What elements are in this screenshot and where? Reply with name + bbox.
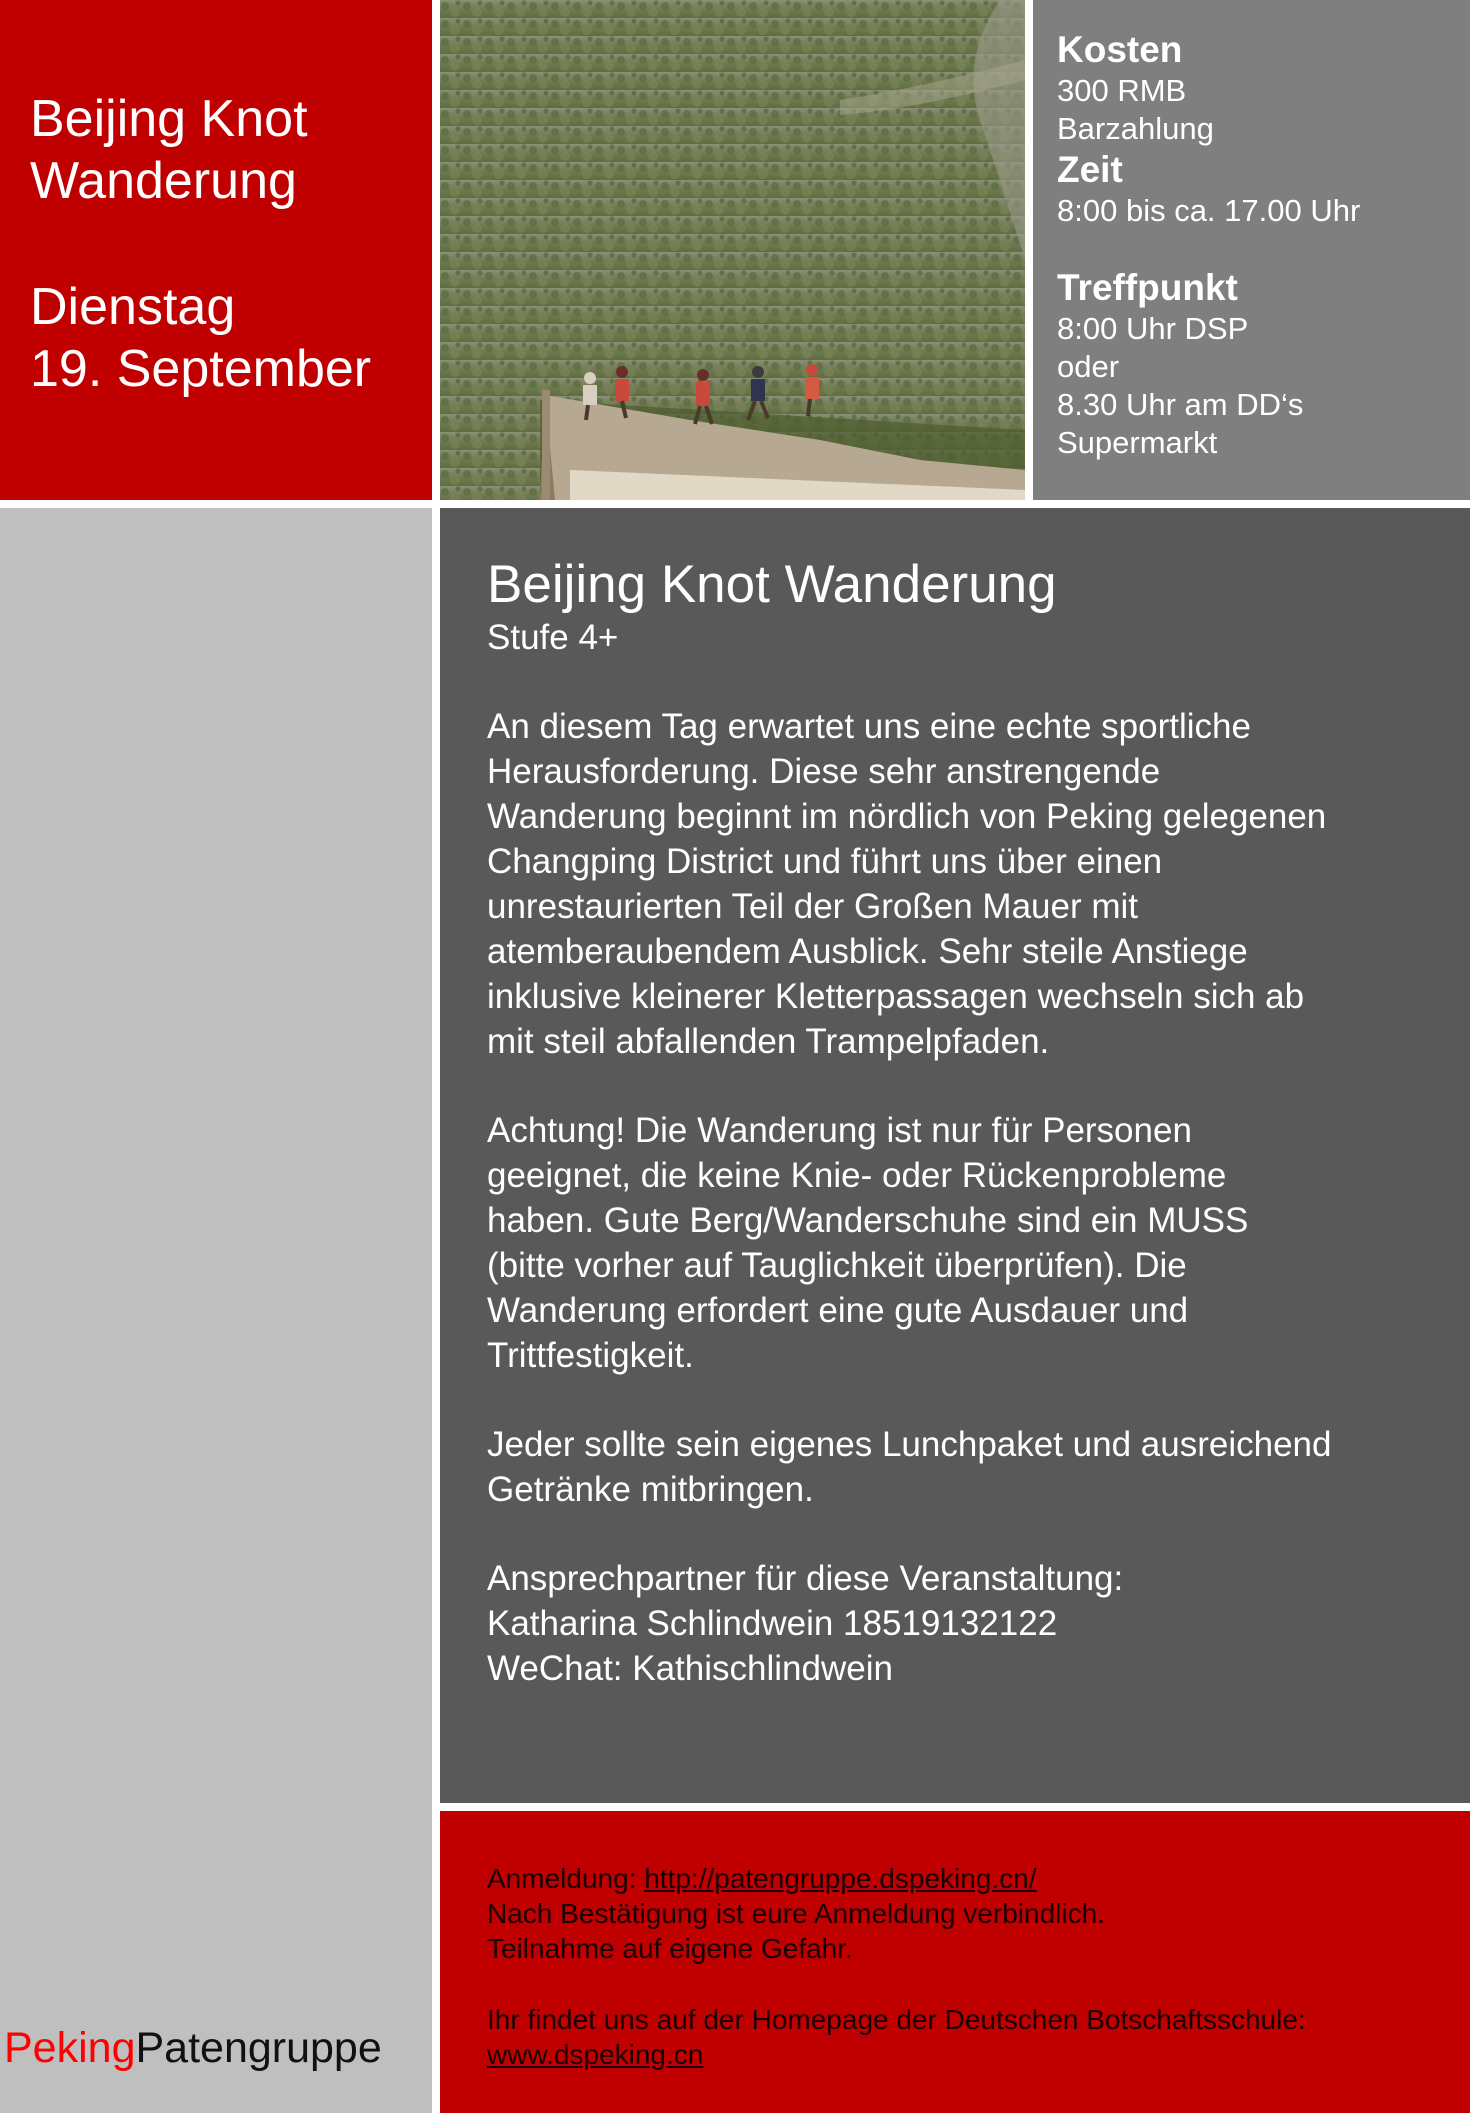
main-title: Beijing Knot Wanderung bbox=[487, 555, 1057, 614]
cost-heading: Kosten bbox=[1057, 29, 1183, 70]
text-line: Changping District und führt uns über einen bbox=[487, 842, 1163, 881]
binding-note: Nach Bestätigung ist eure Anmeldung verbindlich. bbox=[487, 1898, 1105, 1929]
text-line: geeignet, die keine Knie- oder Rückenprobleme bbox=[487, 1156, 1227, 1195]
registration-link[interactable]: http://patengruppe.dspeking.cn/ bbox=[644, 1863, 1037, 1894]
hiking-photo bbox=[440, 0, 1025, 500]
side-panel bbox=[0, 508, 432, 2113]
text-line: Herausforderung. Diese sehr anstrengende bbox=[487, 752, 1161, 791]
text-line: haben. Gute Berg/Wanderschuhe sind ein MUSS bbox=[487, 1201, 1249, 1240]
registration-line bbox=[487, 1861, 1450, 1896]
time-heading: Zeit bbox=[1057, 149, 1123, 190]
risk-note: Teilnahme auf eigene Gefahr. bbox=[487, 1933, 853, 1964]
meeting-line: 8.30 Uhr am DD‘s bbox=[1057, 387, 1304, 422]
text-line: Wanderung beginnt im nördlich von Peking gelegenen bbox=[487, 797, 1327, 836]
text-line: (bitte vorher auf Tauglichkeit überprüfen). Die bbox=[487, 1246, 1187, 1285]
time-value: 8:00 bis ca. 17.00 Uhr bbox=[1057, 193, 1361, 228]
registration-footer bbox=[440, 1811, 1470, 2113]
event-title-line2: Wanderung bbox=[30, 152, 297, 210]
info-panel bbox=[1033, 0, 1470, 500]
text-line: atemberaubendem Ausblick. Sehr steile Anstiege bbox=[487, 932, 1248, 971]
text-line: Achtung! Die Wanderung ist nur für Personen bbox=[487, 1111, 1192, 1150]
text-line: Getränke mitbringen. bbox=[487, 1470, 814, 1509]
cost-amount: 300 RMB bbox=[1057, 73, 1187, 108]
difficulty-level: Stufe 4+ bbox=[487, 618, 619, 657]
text-line: Trittfestigkeit. bbox=[487, 1336, 694, 1375]
warning-paragraph bbox=[487, 1108, 1450, 1378]
description-paragraph bbox=[487, 704, 1450, 1064]
lunch-paragraph bbox=[487, 1422, 1450, 1512]
brand-part2: Patengruppe bbox=[135, 2024, 382, 2072]
text-line: inklusive kleinerer Kletterpassagen wechseln sich ab bbox=[487, 977, 1305, 1016]
meeting-heading: Treffpunkt bbox=[1057, 267, 1238, 308]
title-panel bbox=[0, 0, 432, 500]
contact-paragraph bbox=[487, 1556, 1450, 1691]
text-line: mit steil abfallenden Trampelpfaden. bbox=[487, 1022, 1050, 1061]
brand-logo bbox=[4, 2024, 382, 2073]
meeting-line: Supermarkt bbox=[1057, 425, 1218, 460]
website-link[interactable]: www.dspeking.cn bbox=[487, 2039, 704, 2070]
text-line: unrestaurierten Teil der Großen Mauer mit bbox=[487, 887, 1139, 926]
meeting-line: 8:00 Uhr DSP bbox=[1057, 311, 1249, 346]
text-line: Wanderung erfordert eine gute Ausdauer und bbox=[487, 1291, 1189, 1330]
text-line: Jeder sollte sein eigenes Lunchpaket und ausreichend bbox=[487, 1425, 1332, 1464]
event-day: Dienstag bbox=[30, 278, 236, 336]
contact-intro: Ansprechpartner für diese Veranstaltung: bbox=[487, 1559, 1124, 1598]
text-line: An diesem Tag erwartet uns eine echte sportliche bbox=[487, 707, 1251, 746]
homepage-note: Ihr findet uns auf der Homepage der Deutschen Botschaftsschule: bbox=[487, 2004, 1306, 2035]
contact-wechat: WeChat: Kathischlindwein bbox=[487, 1649, 893, 1688]
event-title-line1: Beijing Knot bbox=[30, 90, 308, 148]
contact-name: Katharina Schlindwein 18519132122 bbox=[487, 1604, 1058, 1643]
main-content-panel bbox=[440, 508, 1470, 1803]
meeting-line: oder bbox=[1057, 349, 1120, 384]
registration-label: Anmeldung: bbox=[487, 1863, 645, 1894]
cost-payment: Barzahlung bbox=[1057, 111, 1214, 146]
brand-part1: Peking bbox=[4, 2024, 136, 2072]
event-date: 19. September bbox=[30, 340, 372, 398]
